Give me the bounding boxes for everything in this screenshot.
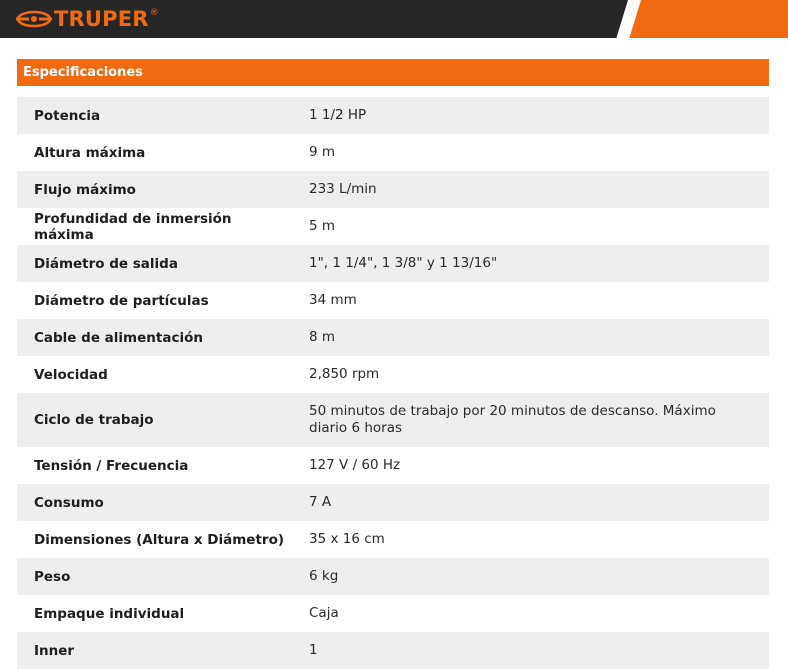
spec-label: Ciclo de trabajo (34, 412, 154, 428)
spec-label: Diámetro de salida (34, 255, 178, 272)
spec-label: Profundidad de inmersión máxima (34, 210, 232, 243)
spec-row-potencia (17, 97, 769, 134)
spec-row-consumo (17, 484, 769, 521)
spec-label: Peso (34, 568, 71, 585)
top-header-bar (0, 0, 788, 38)
brand-name: TRUPER (54, 7, 149, 31)
spec-value: 35 x 16 cm (309, 531, 385, 547)
spec-value: 8 m (309, 329, 336, 345)
spec-label: Altura máxima (34, 144, 146, 161)
spec-row-ciclo-trabajo (17, 393, 769, 447)
spec-value: 233 L/min (309, 181, 377, 197)
spec-label: Dimensiones (Altura x Diámetro) (34, 531, 285, 548)
spec-value: Caja (309, 605, 339, 621)
spec-label: Tensión / Frecuencia (34, 457, 189, 474)
header-orange-stripe (629, 0, 788, 38)
spec-label: Flujo máximo (34, 181, 136, 198)
spec-value: 1 1/2 HP (309, 107, 367, 123)
spec-value: 1 (309, 642, 318, 658)
spec-label: Diámetro de partículas (34, 292, 209, 309)
spec-label: Inner (34, 642, 75, 659)
spec-value: 2,850 rpm (309, 366, 380, 382)
spec-row-velocidad (17, 356, 769, 393)
spec-row-diametro-particulas (17, 282, 769, 319)
spec-label: Cable de alimentación (34, 329, 203, 346)
spec-value: 50 minutos de trabajo por 20 minutos de descanso. Máximo diario 6 horas (309, 403, 716, 436)
spec-row-altura-maxima (17, 134, 769, 171)
specs-section-header (17, 59, 769, 86)
spec-value: 6 kg (309, 568, 339, 584)
spec-row-peso (17, 558, 769, 595)
spec-row-tension (17, 447, 769, 484)
spec-value: 9 m (309, 144, 336, 160)
spec-row-empaque (17, 595, 769, 632)
spec-row-dimensiones (17, 521, 769, 558)
spec-value: 7 A (309, 494, 332, 510)
truper-logo-icon (16, 10, 52, 28)
spec-label: Consumo (34, 494, 104, 511)
spec-value: 1", 1 1/4", 1 3/8" y 1 13/16" (309, 255, 498, 271)
spec-label: Potencia (34, 107, 101, 124)
spec-row-cable (17, 319, 769, 356)
registered-mark: ® (149, 8, 159, 18)
spec-row-diametro-salida (17, 245, 769, 282)
spec-label: Empaque individual (34, 605, 185, 622)
spec-row-flujo-maximo (17, 171, 769, 208)
spec-row-inner (17, 632, 769, 669)
spec-row-profundidad (17, 208, 769, 245)
specs-table (17, 97, 769, 669)
truper-logo[interactable] (16, 6, 159, 32)
spec-label: Velocidad (34, 366, 108, 383)
spec-value: 127 V / 60 Hz (309, 457, 401, 473)
specs-section-title: Especificaciones (23, 65, 143, 80)
spec-value: 5 m (309, 218, 336, 234)
spec-value: 34 mm (309, 292, 357, 308)
